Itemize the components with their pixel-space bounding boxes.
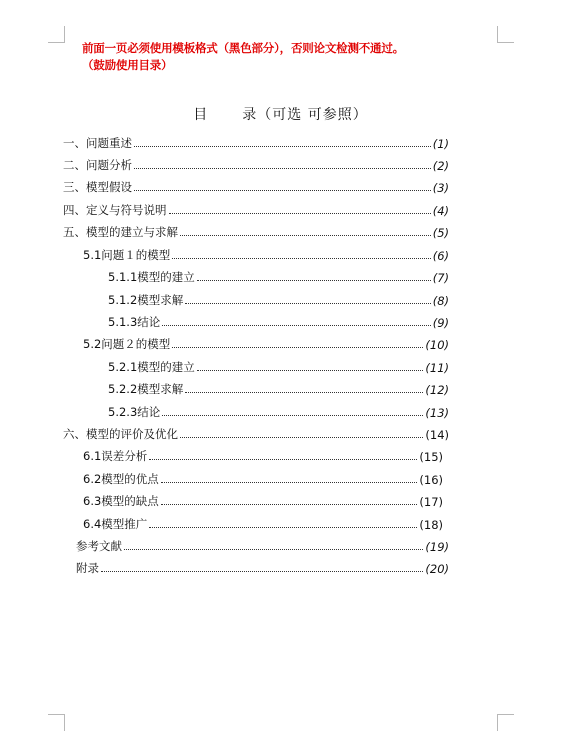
- notice-line-1: 前面一页必须使用模板格式（黑色部分），否则论文检测不通过。: [82, 41, 404, 55]
- toc-leader-dots: [161, 503, 418, 505]
- toc-entry[interactable]: [63, 422, 449, 442]
- toc-entry-label: 二、问题分析: [63, 158, 132, 172]
- toc-entry-label: 6.1误差分析: [83, 449, 148, 463]
- toc-entry-label: 附录: [76, 561, 99, 575]
- toc-entry-page: (18): [419, 518, 443, 532]
- toc-entry-page: (6): [432, 249, 449, 263]
- toc-leader-dots: [162, 414, 423, 416]
- toc-entry-label: 五、模型的建立与求解: [63, 225, 178, 239]
- toc-entry-page: (8): [432, 294, 449, 308]
- toc-entry[interactable]: [63, 175, 449, 195]
- toc-entry[interactable]: [108, 377, 449, 397]
- toc-entry-page: (15): [419, 450, 443, 464]
- toc-entry-label: 一、问题重述: [63, 136, 132, 150]
- toc-entry[interactable]: [108, 355, 449, 375]
- toc-entry-page: (11): [425, 361, 449, 375]
- toc-entry[interactable]: [83, 512, 443, 532]
- toc-entry[interactable]: [83, 467, 443, 487]
- toc-entry[interactable]: [108, 265, 449, 285]
- toc-entry[interactable]: [108, 310, 449, 330]
- toc-leader-dots: [197, 369, 424, 371]
- toc-entry-label: 5.1.1模型的建立: [108, 270, 195, 284]
- toc-entry-label: 6.2模型的优点: [83, 472, 159, 486]
- toc-leader-dots: [161, 481, 418, 483]
- toc-title-main: 目: [193, 107, 209, 123]
- toc-entry[interactable]: [83, 243, 449, 263]
- toc-entry-label: 四、定义与符号说明: [63, 203, 167, 217]
- toc-entry-label: 5.2.3结论: [108, 405, 161, 419]
- toc-entry[interactable]: [108, 400, 449, 420]
- toc-entry-page: (13): [425, 406, 449, 420]
- toc-leader-dots: [134, 189, 431, 191]
- template-notice: [82, 40, 462, 74]
- toc-leader-dots: [134, 167, 431, 169]
- toc-entry[interactable]: [76, 556, 449, 576]
- toc-entry[interactable]: [83, 489, 443, 509]
- toc-entry-page: (7): [432, 271, 449, 285]
- crop-mark-top-right: [497, 26, 514, 43]
- toc-entry-page: (14): [425, 428, 449, 442]
- toc-entry-label: 5.2.1模型的建立: [108, 360, 195, 374]
- toc-leader-dots: [185, 391, 423, 393]
- toc-leader-dots: [172, 257, 430, 259]
- toc-entry-page: (5): [432, 226, 449, 240]
- toc-leader-dots: [162, 324, 430, 326]
- toc-entry-label: 六、模型的评价及优化: [63, 427, 178, 441]
- toc-entry-page: (12): [425, 383, 449, 397]
- toc-entry-page: (4): [432, 204, 449, 218]
- toc-entry-label: 5.2问题２的模型: [83, 337, 171, 351]
- toc-entry-label: 三、模型假设: [63, 180, 132, 194]
- toc-entry[interactable]: [63, 220, 449, 240]
- toc-leader-dots: [197, 279, 431, 281]
- toc-title-rest: 录（可选 可参照）: [242, 107, 368, 123]
- toc-entry[interactable]: [108, 288, 449, 308]
- toc-entry[interactable]: [76, 534, 449, 554]
- toc-entry-label: 5.1.3结论: [108, 315, 161, 329]
- toc-entry-label: 5.1问题１的模型: [83, 248, 171, 262]
- toc-entry-page: (2): [432, 159, 449, 173]
- toc-entry-label: 5.2.2模型求解: [108, 382, 184, 396]
- toc-leader-dots: [180, 234, 431, 236]
- toc-entry-page: (17): [419, 495, 443, 509]
- toc-entry[interactable]: [63, 198, 449, 218]
- toc-entry-page: (1): [432, 137, 449, 151]
- toc-leader-dots: [172, 346, 423, 348]
- crop-mark-bottom-left: [48, 714, 65, 731]
- toc-entry[interactable]: [63, 153, 449, 173]
- toc-entry-page: (20): [425, 562, 449, 576]
- toc-leader-dots: [149, 526, 417, 528]
- toc-leader-dots: [180, 436, 423, 438]
- toc-leader-dots: [149, 458, 417, 460]
- toc-leader-dots: [124, 548, 423, 550]
- crop-mark-bottom-right: [497, 714, 514, 731]
- toc-entry[interactable]: [83, 332, 449, 352]
- toc-entry-page: (3): [432, 181, 449, 195]
- toc-entry-page: (9): [432, 316, 449, 330]
- crop-mark-top-left: [48, 26, 65, 43]
- toc-title: [0, 104, 561, 124]
- toc-entry-label: 5.1.2模型求解: [108, 293, 184, 307]
- toc-leader-dots: [185, 302, 430, 304]
- toc-entry-label: 参考文献: [76, 539, 122, 553]
- toc-entry[interactable]: [83, 444, 443, 464]
- toc-entry[interactable]: [63, 131, 449, 151]
- toc-entry-label: 6.3模型的缺点: [83, 494, 159, 508]
- toc-leader-dots: [134, 145, 431, 147]
- toc-leader-dots: [101, 570, 423, 572]
- toc-entry-page: (16): [419, 473, 443, 487]
- notice-line-2: （鼓励使用目录）: [82, 58, 173, 72]
- toc-entry-page: (19): [425, 540, 449, 554]
- toc-leader-dots: [169, 212, 431, 214]
- toc-entry-page: (10): [425, 338, 449, 352]
- toc-entry-label: 6.4模型推广: [83, 517, 148, 531]
